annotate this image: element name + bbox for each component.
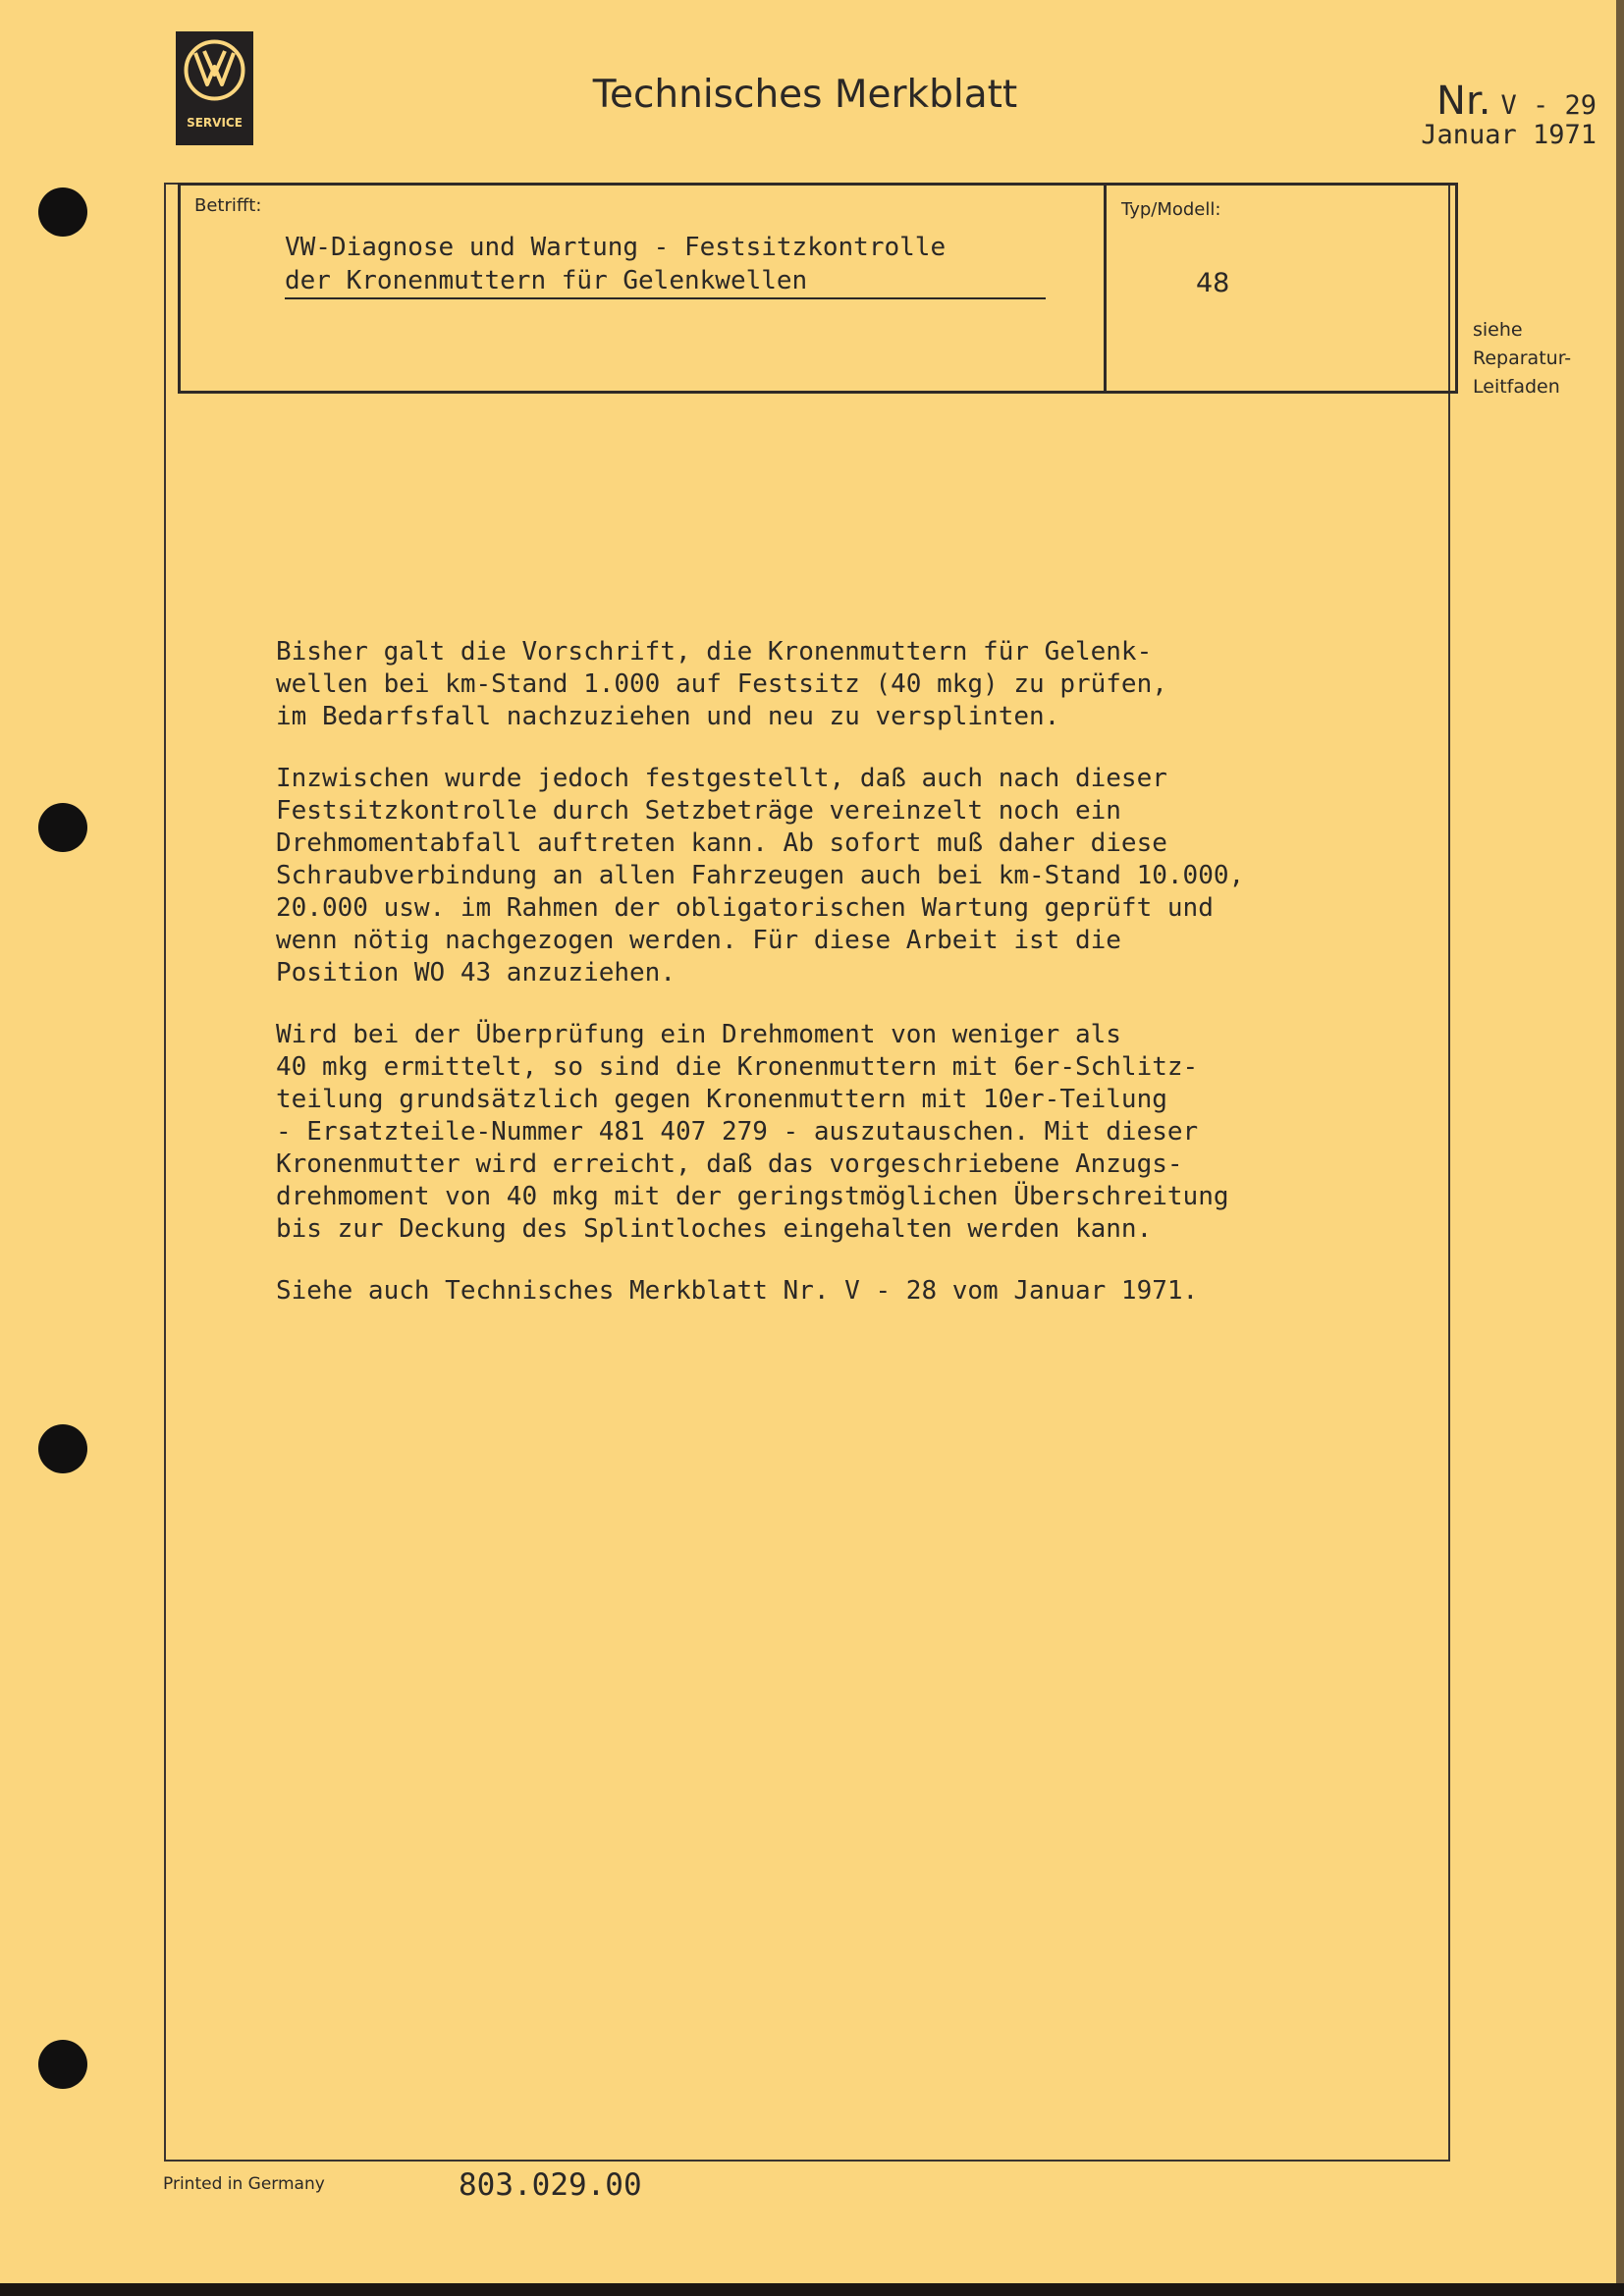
model-label: Typ/Modell: [1121, 199, 1221, 220]
subject-box [178, 183, 1458, 394]
body-line: wellen bei km-Stand 1.000 auf Festsitz (40 mkg) zu prüfen, [276, 669, 1167, 699]
subject-text [285, 231, 1051, 299]
side-note-line: siehe [1473, 319, 1523, 341]
binder-hole [38, 187, 87, 237]
body-line: Kronenmutter wird erreicht, daß das vorgeschriebene Anzugs- [276, 1149, 1183, 1179]
logo-text: SERVICE [187, 116, 243, 130]
body-line: drehmoment von 40 mkg mit der geringstmöglichen Überschreitung [276, 1182, 1229, 1211]
column-divider [1104, 186, 1107, 391]
vw-service-logo [176, 31, 253, 145]
number-value: V - 29 [1500, 90, 1597, 121]
body-line: wenn nötig nachgezogen werden. Für diese Arbeit ist die [276, 926, 1121, 955]
sheet-number [1421, 79, 1597, 124]
body-line: im Bedarfsfall nachzuziehen und neu zu versplinten. [276, 702, 1060, 731]
subject-label: Betrifft: [194, 195, 262, 216]
body-line: - Ersatzteile-Nummer 481 407 279 - auszutauschen. Mit dieser [276, 1117, 1199, 1147]
page-title: Technisches Merkblatt [592, 73, 1018, 117]
body-paragraph [276, 763, 1405, 989]
body-paragraph [276, 636, 1405, 733]
body-text [276, 636, 1405, 1337]
sheet-number-block [1421, 79, 1597, 150]
vw-logo-icon [182, 37, 247, 103]
body-line: 40 mkg ermittelt, so sind die Kronenmuttern mit 6er-Schlitz- [276, 1052, 1199, 1082]
body-paragraph [276, 1275, 1405, 1308]
body-line: Bisher galt die Vorschrift, die Kronenmuttern für Gelenk- [276, 637, 1153, 667]
subject-line: VW-Diagnose und Wartung - Festsitzkontrolle [285, 233, 947, 262]
body-line: teilung grundsätzlich gegen Kronenmuttern mit 10er-Teilung [276, 1085, 1167, 1114]
number-label: Nr. [1436, 79, 1491, 124]
binder-hole [38, 2040, 87, 2089]
side-note-line: Reparatur- [1473, 347, 1572, 369]
body-line: bis zur Deckung des Splintloches eingehalten werden kann. [276, 1214, 1153, 1244]
side-note [1473, 316, 1571, 401]
side-note-line: Leitfaden [1473, 376, 1560, 398]
body-line: Wird bei der Überprüfung ein Drehmoment von weniger als [276, 1020, 1121, 1049]
body-line: Siehe auch Technisches Merkblatt Nr. V - 28 vom Januar 1971. [276, 1276, 1199, 1306]
printed-in-note: Printed in Germany [163, 2174, 325, 2194]
model-value: 48 [1196, 268, 1230, 298]
binder-hole [38, 1424, 87, 1473]
body-line: 20.000 usw. im Rahmen der obligatorischen Wartung geprüft und [276, 893, 1214, 923]
body-line: Schraubverbindung an allen Fahrzeugen auch bei km-Stand 10.000, [276, 861, 1245, 890]
binding-edge [1616, 0, 1624, 2283]
issue-date: Januar 1971 [1421, 120, 1597, 150]
body-line: Festsitzkontrolle durch Setzbeträge vereinzelt noch ein [276, 796, 1121, 826]
body-line: Position WO 43 anzuziehen. [276, 958, 676, 988]
body-line: Drehmomentabfall auftreten kann. Ab sofort muß daher diese [276, 828, 1167, 858]
part-number: 803.029.00 [459, 2167, 642, 2203]
body-line: Inzwischen wurde jedoch festgestellt, daß auch nach dieser [276, 764, 1167, 793]
subject-line: der Kronenmuttern für Gelenkwellen [285, 264, 1046, 299]
body-paragraph [276, 1019, 1405, 1246]
binder-hole [38, 803, 87, 852]
